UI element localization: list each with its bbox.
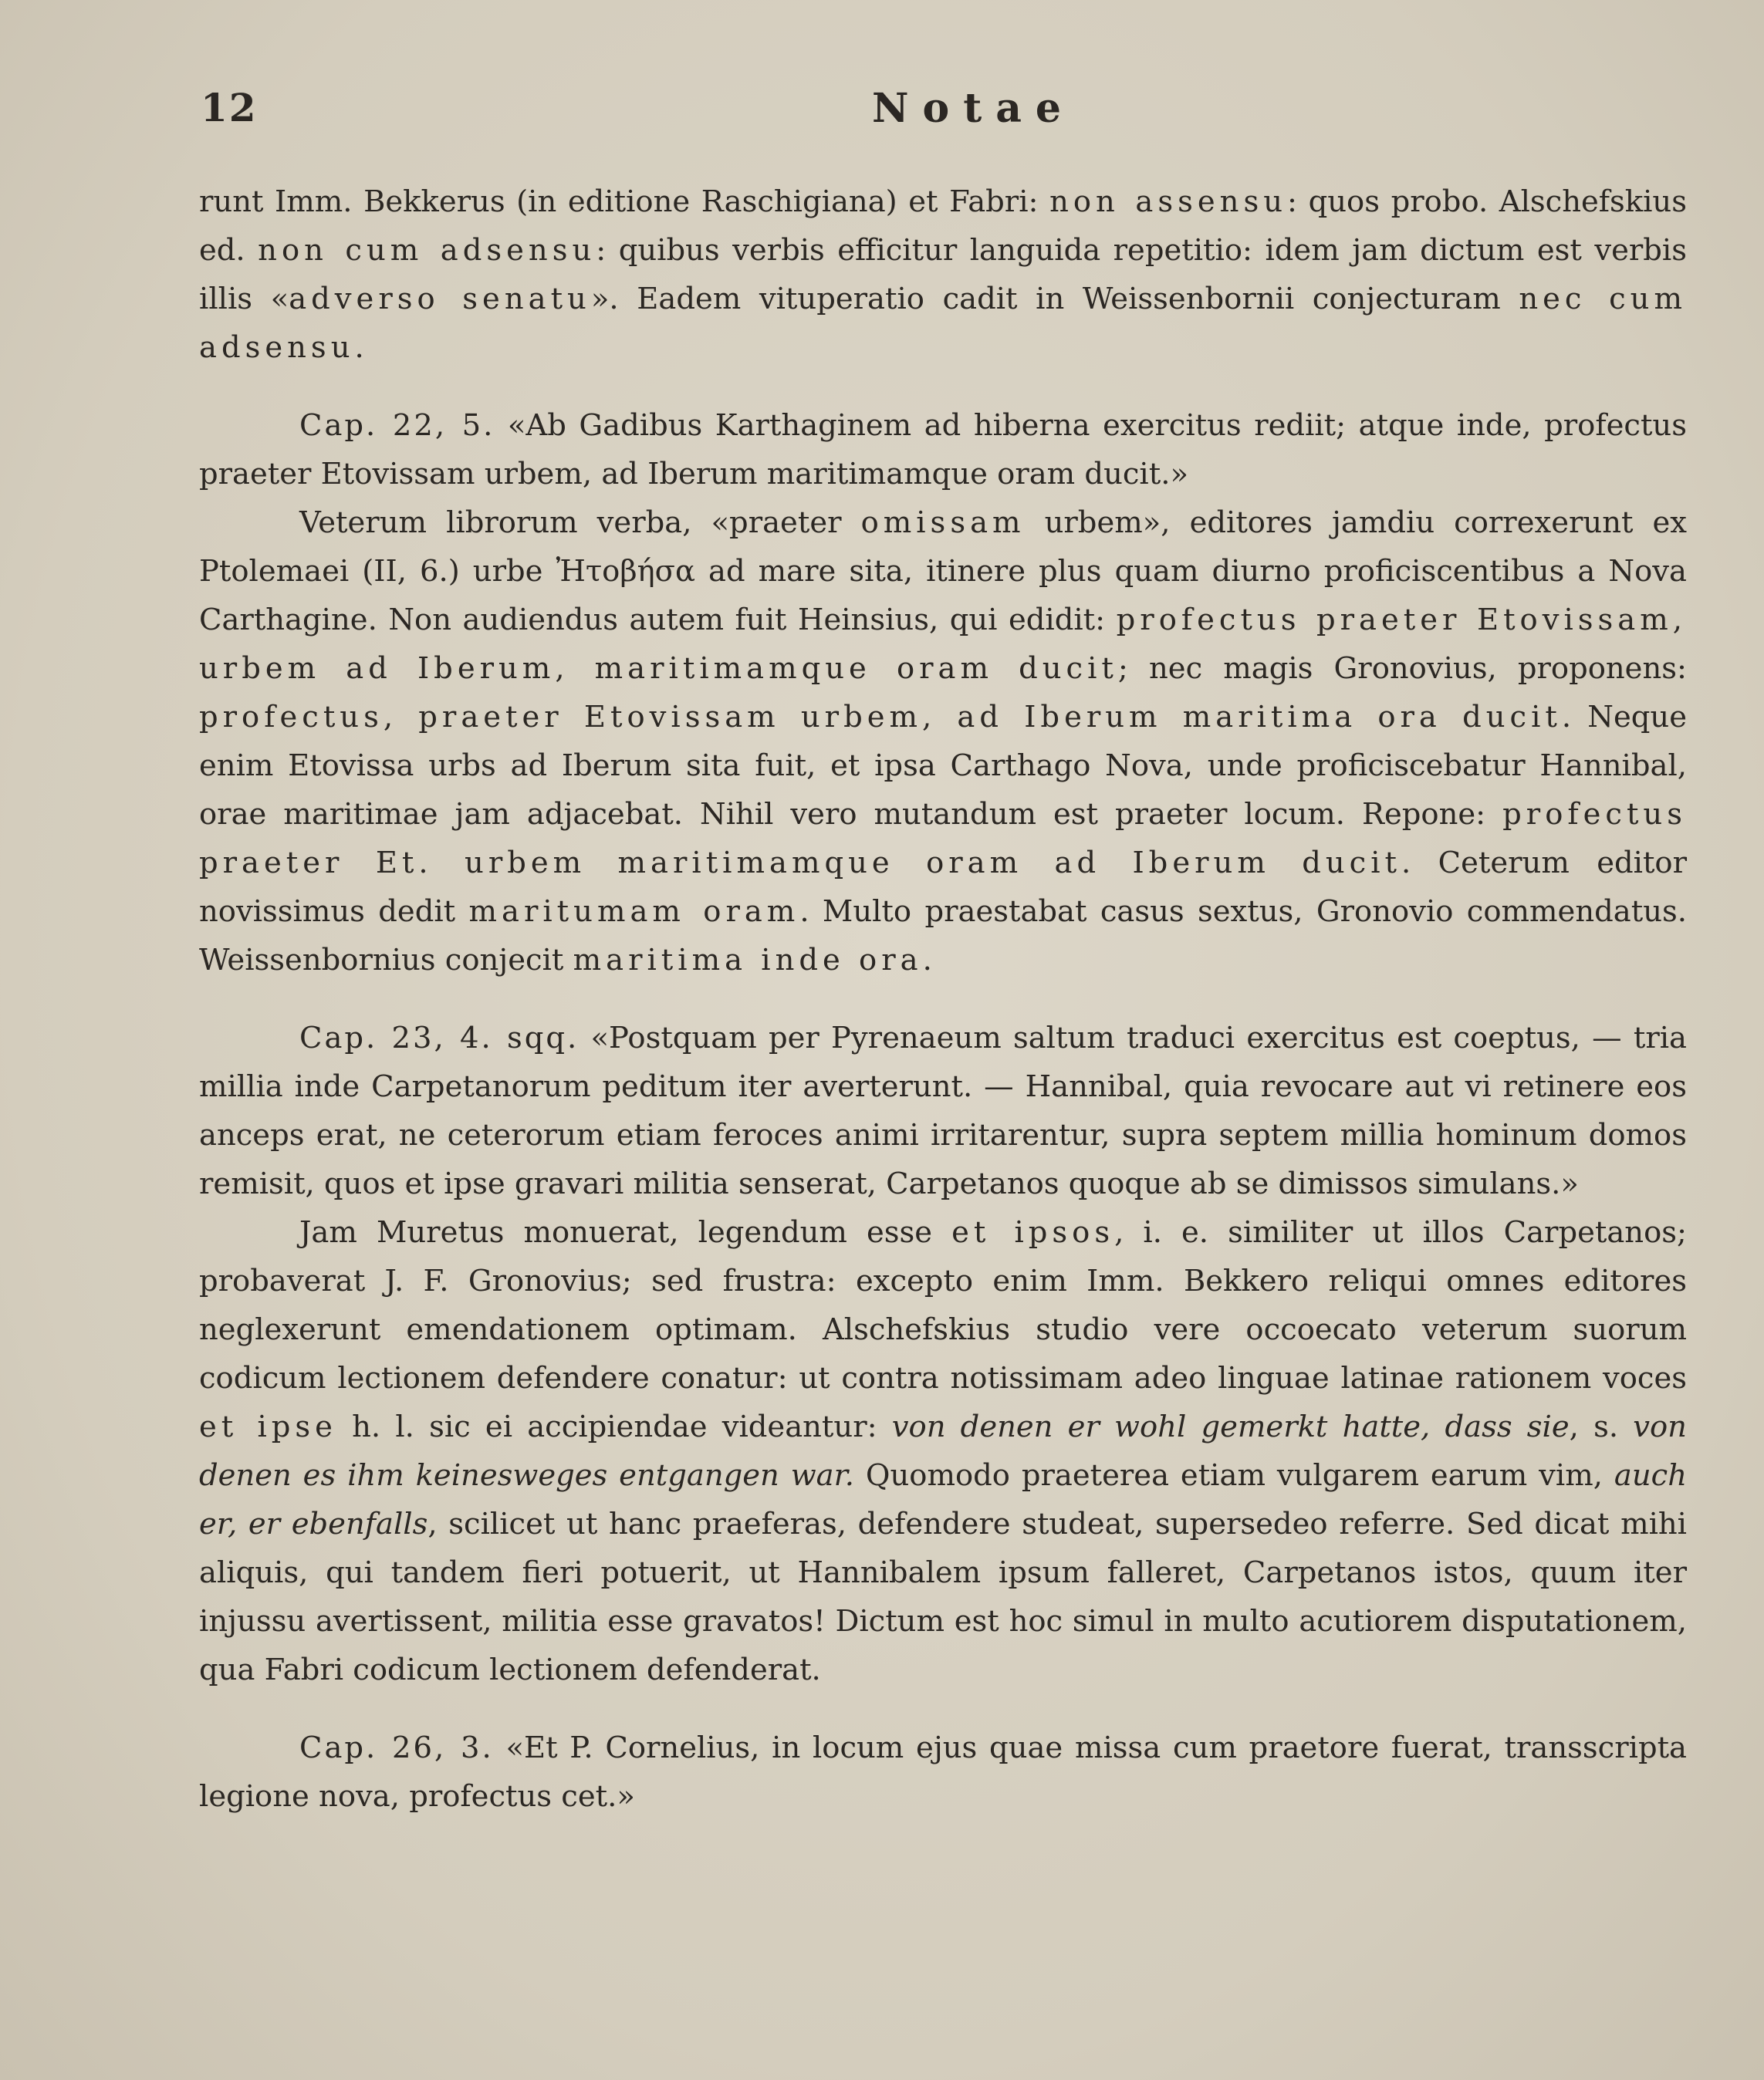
text-run: ». Eadem vituperatio cadit in Weissenbornii conjecturam: [590, 282, 1519, 316]
text-run: Veterum librorum verba, «praeter: [299, 505, 861, 540]
paragraph: [199, 1724, 1687, 1821]
text-run: , scilicet ut hanc praeferas, defendere studeat, supersedeo referre. Sed dicat mihi aliquis, qui tandem fieri potuerit, ut Hannibalem ipsum falleret, Carpetanos istos, quum iter injussu avertissent, militia esse gravatos! Dictum est hoc simul in multo acutiorem disputationem, qua Fabri codicum lectionem defenderat.: [199, 1507, 1687, 1687]
chapter-reference: Cap. 23, 4. sqq.: [299, 1021, 580, 1055]
spaced-emphasis: maritumam oram: [468, 894, 800, 929]
text-run: : quibus verbis efficitur languida repetitio: idem jam dictum est verbis illis «: [199, 233, 1687, 316]
text-run: h. l. sic ei accipiendae videantur:: [336, 1410, 892, 1444]
paragraph: [199, 177, 1687, 372]
paragraph: [199, 401, 1687, 498]
spaced-emphasis: nec cum adsensu: [199, 282, 1687, 365]
italic-gloss: auch er, er ebenfalls: [199, 1458, 1687, 1541]
text-run: . Ceterum editor novissimus dedit: [199, 846, 1688, 929]
spaced-emphasis: profectus, praeter Etovissam urbem, ad Iberum maritima ora ducit: [199, 700, 1562, 734]
text-run: . Multo praestabat casus sextus, Gronovio commendatus. Weissenbornius conjecit: [199, 894, 1687, 978]
body-text: [199, 177, 1687, 1821]
chapter-reference: Cap. 26, 3.: [299, 1731, 494, 1765]
text-run: . Neque enim Etovissa urbs ad Iberum sita fuit, et ipsa Carthago Nova, unde proficiscebatur Hannibal, orae maritimae jam adjacebat. Nihil vero mutandum est praeter locum. Repone:: [199, 700, 1687, 832]
text-run: Quomodo praeterea etiam vulgarem earum vim,: [854, 1458, 1614, 1493]
text-run: .: [354, 330, 364, 365]
spaced-emphasis: non cum adsensu: [258, 233, 596, 268]
text-run: «Et P. Cornelius, in locum ejus quae missa cum praetore fuerat, transscripta legione nova, profectus cet.»: [199, 1731, 1688, 1814]
chapter-reference: Cap. 22, 5.: [299, 408, 495, 443]
italic-gloss: von denen er wohl gemerkt hatte, dass sie: [891, 1410, 1570, 1444]
spaced-emphasis: et ipse: [199, 1410, 337, 1444]
italic-gloss: von denen es ihm keinesweges entgangen war.: [199, 1410, 1687, 1493]
page-number: 12: [201, 85, 258, 130]
text-run: , s.: [1569, 1410, 1634, 1444]
spaced-emphasis: maritima inde ora: [573, 943, 923, 978]
text-run: urbem», editores jamdiu correxerunt ex Ptolemaei (II, 6.) urbe Ἠτοβήσα ad mare sita, itinere plus quam diurno proficiscentibus a Nova Carthagine. Non audiendus autem fuit Heinsius, qui edidit:: [199, 505, 1688, 637]
text-run: ; nec magis Gronovius, proponens:: [1117, 651, 1687, 686]
spaced-emphasis: omissam: [860, 505, 1026, 540]
spaced-emphasis: adverso senatu: [289, 282, 591, 316]
paragraph: [199, 498, 1687, 984]
text-run: «Postquam per Pyrenaeum saltum traduci exercitus est coeptus, — tria millia inde Carpetanorum peditum iter averterunt. — Hannibal, quia revocare aut vi retinere eos anceps erat, ne ceterorum etiam feroces animi irritarentur, supra septem millia hominum domos remisit, quos et ipse gravari militia senserat, Carpetanos quoque ab se dimissos simulans.»: [199, 1021, 1687, 1201]
text-run: , i. e. similiter ut illos Carpetanos; probaverat J. F. Gronovius; sed frustra: excepto enim Imm. Bekkero reliqui omnes editores neglexerunt emendationem optimam. Alschefskius studio vere occoecato veterum suorum codicum lectionem defendere conatur: ut contra notissimam adeo linguae latinae rationem voces: [199, 1215, 1687, 1396]
spaced-emphasis: profectus praeter Et. urbem maritimamque oram ad Iberum ducit: [199, 797, 1687, 880]
spaced-emphasis: non assensu: [1049, 184, 1288, 219]
text-run: .: [922, 943, 932, 978]
text-run: Jam Muretus monuerat, legendum esse: [299, 1215, 952, 1250]
running-title: Notae: [872, 85, 1076, 132]
text-run: : quos probo. Alschefskius ed.: [199, 184, 1687, 268]
paragraph: [199, 1014, 1687, 1208]
page-header: [201, 85, 1764, 139]
spaced-emphasis: et ipsos: [951, 1215, 1115, 1250]
text-run: «Ab Gadibus Karthaginem ad hiberna exercitus rediit; atque inde, profectus praeter Etovissam urbem, ad Iberum maritimamque oram ducit.»: [199, 408, 1687, 491]
paragraph: [199, 1208, 1687, 1694]
spaced-emphasis: profectus praeter Etovissam, urbem ad Iberum, maritimamque oram ducit: [199, 603, 1687, 686]
text-run: runt Imm. Bekkerus (in editione Raschigiana) et Fabri:: [199, 184, 1050, 219]
